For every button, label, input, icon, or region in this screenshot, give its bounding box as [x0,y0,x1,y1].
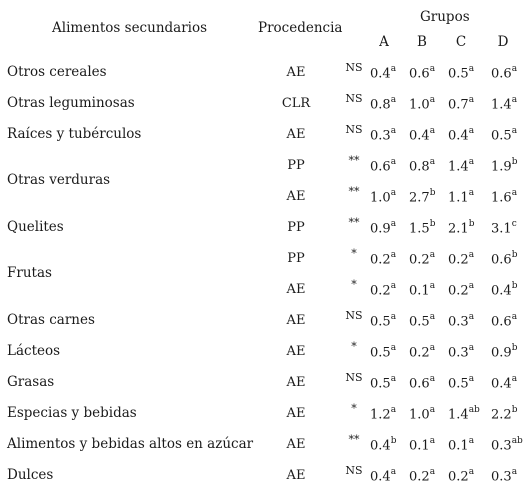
mean-value: 0.4 [370,438,391,454]
mean-value: 0.1 [448,438,469,454]
letter-superscript: a [429,64,436,74]
letter-superscript: a [390,219,397,229]
letter-superscript: a [390,281,397,291]
food-name: Frutas [7,265,52,281]
letter-superscript: a [429,405,436,415]
mean-value: 1.2 [370,407,391,423]
mean-value: 0.4 [370,66,391,82]
letter-superscript: b [468,219,475,229]
group-value-cell [409,221,435,235]
group-value-cell [370,66,396,80]
significance-cell: * [351,402,357,415]
mean-value: 0.3 [448,345,469,361]
group-value-cell [491,407,517,421]
group-value-cell [491,283,517,297]
group-value-cell [409,128,435,142]
mean-value: 0.3 [370,128,391,144]
origin-cell: AE [286,437,306,452]
origin-cell: AE [286,127,306,142]
group-value-cell [409,376,435,390]
group-value-cell [409,252,435,266]
letter-superscript: a [468,126,475,136]
letter-superscript: a [468,250,475,260]
letter-superscript: b [511,405,518,415]
group-value-cell [370,345,396,359]
group-value-cell [448,314,474,328]
letter-superscript: b [390,436,397,446]
mean-value: 0.2 [370,252,391,268]
significance-cell: NS [345,309,363,322]
mean-value: 0.2 [409,345,430,361]
letter-superscript: a [468,281,475,291]
group-value-cell [409,469,435,483]
letter-superscript: a [468,436,475,446]
letter-superscript: a [390,95,397,105]
letter-superscript: a [468,95,475,105]
mean-value: 0.2 [448,469,469,485]
mean-value: 1.1 [448,190,469,206]
group-value-cell [370,190,396,204]
food-name: Otras carnes [7,312,95,328]
mean-value: 0.4 [409,128,430,144]
letter-superscript: a [511,374,518,384]
food-name: Otras leguminosas [7,95,135,111]
mean-value: 0.7 [448,97,469,113]
letter-superscript: a [390,312,397,322]
letter-superscript: a [390,188,397,198]
group-value-cell [409,345,435,359]
group-value-cell [491,376,517,390]
letter-superscript: a [429,157,436,167]
significance-cell: * [351,340,357,353]
header-group-a: A [379,34,389,50]
letter-superscript: a [390,126,397,136]
letter-superscript: a [390,467,397,477]
letter-superscript: ab [511,436,523,446]
significance-cell: ** [348,154,360,167]
group-value-cell [448,283,474,297]
mean-value: 0.4 [448,128,469,144]
mean-value: 0.2 [409,469,430,485]
origin-cell: PP [287,251,305,266]
group-value-cell [409,283,435,297]
mean-value: 0.5 [448,66,469,82]
group-value-cell [491,314,517,328]
mean-value: 0.3 [491,438,512,454]
letter-superscript: a [390,343,397,353]
origin-cell: AE [286,313,306,328]
letter-superscript: a [468,64,475,74]
mean-value: 2.7 [409,190,430,206]
mean-value: 2.1 [448,221,469,237]
letter-superscript: a [390,405,397,415]
mean-value: 1.4 [491,97,512,113]
group-value-cell [448,97,474,111]
group-value-cell [370,97,396,111]
letter-superscript: a [429,343,436,353]
significance-cell: * [351,247,357,260]
mean-value: 0.5 [370,376,391,392]
group-value-cell [370,438,396,452]
letter-superscript: a [429,312,436,322]
origin-cell: AE [286,406,306,421]
mean-value: 0.2 [448,252,469,268]
group-value-cell [448,438,474,452]
letter-superscript: a [390,64,397,74]
letter-superscript: a [390,250,397,260]
group-value-cell [448,252,474,266]
mean-value: 0.8 [370,97,391,113]
food-name: Alimentos y bebidas altos en azúcar [7,436,254,452]
group-value-cell [448,407,480,421]
mean-value: 0.8 [409,159,430,175]
mean-value: 0.6 [409,376,430,392]
significance-cell: ** [348,433,360,446]
mean-value: 0.4 [491,376,512,392]
group-value-cell [448,159,474,173]
letter-superscript: ab [468,405,480,415]
group-value-cell [491,128,517,142]
group-value-cell [491,97,517,111]
letter-superscript: a [429,95,436,105]
letter-superscript: c [511,219,517,229]
mean-value: 0.1 [409,283,430,299]
mean-value: 1.0 [370,190,391,206]
mean-value: 1.5 [409,221,430,237]
food-name: Lácteos [7,343,61,359]
letter-superscript: a [468,312,475,322]
significance-cell: NS [345,92,363,105]
food-name: Otras verduras [7,172,111,188]
letter-superscript: a [429,436,436,446]
group-value-cell [409,407,435,421]
letter-superscript: a [511,126,518,136]
group-value-cell [491,252,517,266]
group-value-cell [448,190,474,204]
letter-superscript: a [429,281,436,291]
letter-superscript: b [511,157,518,167]
mean-value: 1.0 [409,407,430,423]
mean-value: 0.5 [409,314,430,330]
mean-value: 0.6 [370,159,391,175]
group-value-cell [409,159,435,173]
origin-cell: AE [286,468,306,483]
mean-value: 0.5 [448,376,469,392]
group-value-cell [370,376,396,390]
group-value-cell [370,221,396,235]
letter-superscript: a [468,157,475,167]
mean-value: 0.4 [370,469,391,485]
group-value-cell [370,314,396,328]
significance-cell: NS [345,464,363,477]
mean-value: 1.4 [448,159,469,175]
origin-cell: AE [286,65,306,80]
group-value-cell [409,97,435,111]
header-origin: Procedencia [258,20,343,36]
mean-value: 1.0 [409,97,430,113]
group-value-cell [448,376,474,390]
letter-superscript: a [429,126,436,136]
header-group-d: D [497,34,509,50]
mean-value: 0.2 [370,283,391,299]
mean-value: 0.2 [448,283,469,299]
mean-value: 0.6 [409,66,430,82]
mean-value: 1.9 [491,159,512,175]
letter-superscript: b [429,219,436,229]
significance-cell: ** [348,185,360,198]
mean-value: 0.5 [370,345,391,361]
letter-superscript: a [468,343,475,353]
letter-superscript: a [511,312,518,322]
letter-superscript: b [511,281,518,291]
letter-superscript: b [511,250,518,260]
letter-superscript: a [429,250,436,260]
origin-cell: PP [287,220,305,235]
origin-cell: AE [286,344,306,359]
letter-superscript: a [390,374,397,384]
group-value-cell [491,469,517,483]
mean-value: 1.4 [448,407,469,423]
origin-cell: PP [287,158,305,173]
food-name: Quelites [7,219,64,235]
group-value-cell [491,159,517,173]
letter-superscript: b [429,188,436,198]
origin-cell: AE [286,282,306,297]
mean-value: 0.4 [491,283,512,299]
group-value-cell [448,469,474,483]
food-name: Raíces y tubérculos [7,126,142,142]
letter-superscript: a [511,467,518,477]
group-value-cell [448,66,474,80]
group-value-cell [370,407,396,421]
origin-cell: AE [286,375,306,390]
mean-value: 0.3 [448,314,469,330]
food-name: Especias y bebidas [7,405,137,421]
letter-superscript: a [468,467,475,477]
mean-value: 0.1 [409,438,430,454]
food-name: Otros cereales [7,64,107,80]
group-value-cell [491,221,517,235]
letter-superscript: a [511,95,518,105]
mean-value: 0.9 [370,221,391,237]
mean-value: 0.3 [491,469,512,485]
group-value-cell [370,252,396,266]
group-value-cell [448,128,474,142]
mean-value: 0.9 [491,345,512,361]
letter-superscript: a [468,188,475,198]
group-value-cell [370,469,396,483]
mean-value: 0.6 [491,66,512,82]
significance-cell: ** [348,216,360,229]
mean-value: 1.6 [491,190,512,206]
mean-value: 0.5 [491,128,512,144]
header-group-b: B [417,34,427,50]
mean-value: 0.6 [491,252,512,268]
origin-cell: AE [286,189,306,204]
header-foods: Alimentos secundarios [52,20,208,36]
letter-superscript: a [468,374,475,384]
food-name: Dulces [7,467,54,483]
letter-superscript: a [429,467,436,477]
group-value-cell [370,283,396,297]
group-value-cell [370,128,396,142]
mean-value: 3.1 [491,221,512,237]
group-value-cell [409,314,435,328]
letter-superscript: a [511,64,518,74]
header-group-c: C [455,34,467,50]
group-value-cell [370,159,396,173]
letter-superscript: a [511,188,518,198]
origin-cell: CLR [281,96,311,111]
letter-superscript: b [511,343,518,353]
header-groups: Grupos [420,9,470,25]
group-value-cell [409,190,435,204]
group-value-cell [491,438,523,452]
group-value-cell [409,438,435,452]
letter-superscript: a [390,157,397,167]
mean-value: 2.2 [491,407,512,423]
food-name: Grasas [7,374,55,390]
letter-superscript: a [429,374,436,384]
group-value-cell [491,345,517,359]
mean-value: 0.6 [491,314,512,330]
significance-cell: NS [345,371,363,384]
group-value-cell [491,66,517,80]
mean-value: 0.2 [409,252,430,268]
group-value-cell [448,221,474,235]
significance-cell: NS [345,123,363,136]
significance-cell: NS [345,61,363,74]
group-value-cell [491,190,517,204]
significance-cell: * [351,278,357,291]
group-value-cell [409,66,435,80]
mean-value: 0.5 [370,314,391,330]
group-value-cell [448,345,474,359]
